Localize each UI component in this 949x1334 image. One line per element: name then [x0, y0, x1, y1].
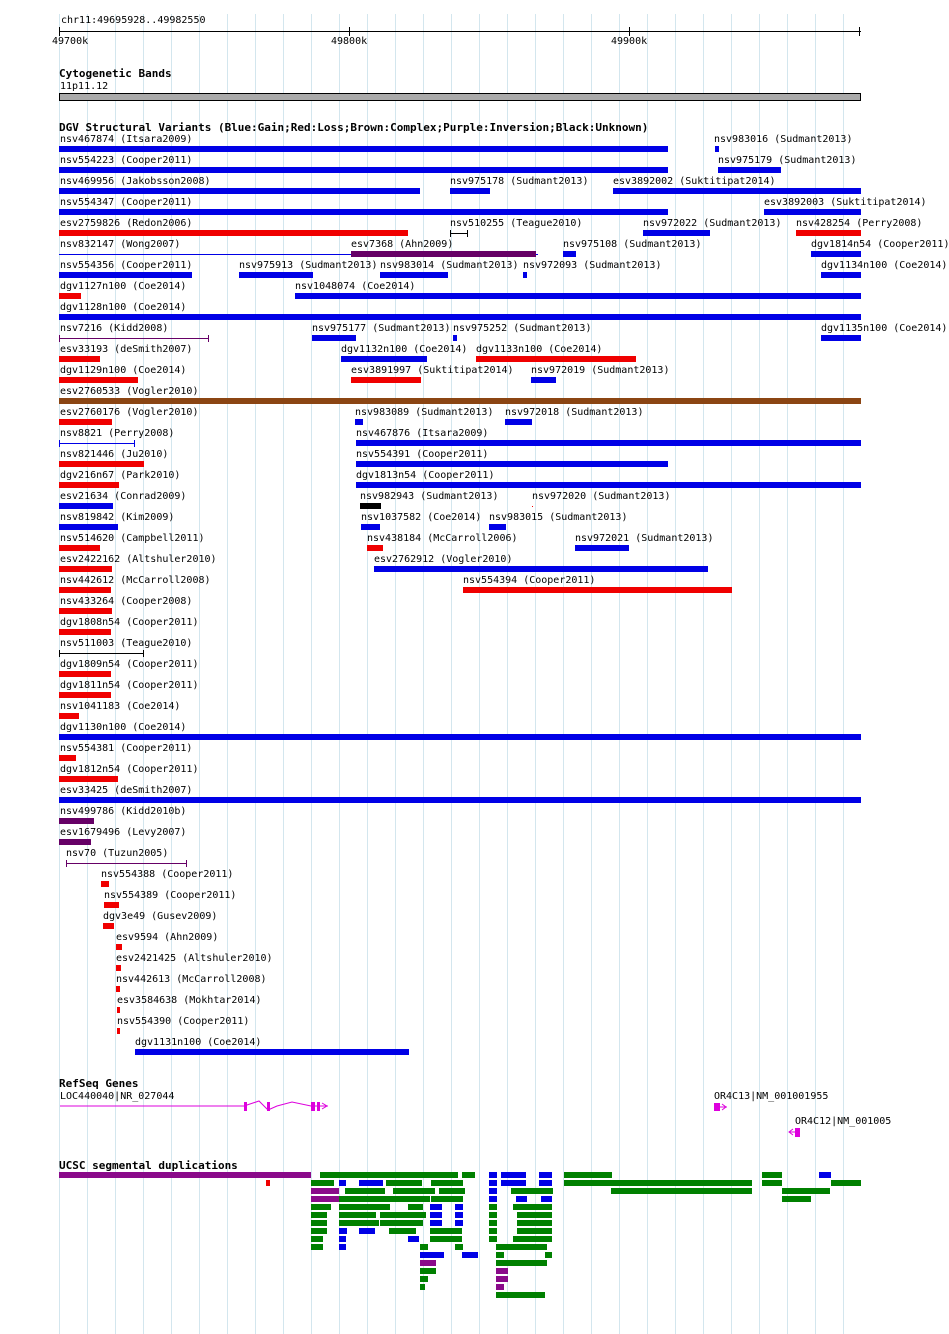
segdup-feature[interactable] — [539, 1180, 552, 1186]
sv-label[interactable]: dgv1129n100 (Coe2014) — [60, 365, 187, 376]
sv-label[interactable]: nsv983089 (Sudmant2013) — [355, 407, 494, 418]
sv-label[interactable]: nsv554388 (Cooper2011) — [101, 869, 234, 880]
segdup-feature[interactable] — [489, 1180, 497, 1186]
segdup-feature[interactable] — [496, 1260, 547, 1266]
sv-label[interactable]: nsv832147 (Wong2007) — [60, 239, 181, 250]
segdup-feature[interactable] — [831, 1180, 861, 1186]
segdup-feature[interactable] — [311, 1204, 331, 1210]
segdup-feature[interactable] — [489, 1220, 497, 1226]
sv-label[interactable]: nsv428254 (Perry2008) — [796, 218, 923, 229]
sv-label[interactable]: nsv1041183 (Coe2014) — [60, 701, 181, 712]
sv-label[interactable]: nsv554223 (Cooper2011) — [60, 155, 193, 166]
sv-label[interactable]: dgv1128n100 (Coe2014) — [60, 302, 187, 313]
segdup-feature[interactable] — [462, 1252, 478, 1258]
segdup-feature[interactable] — [431, 1180, 463, 1186]
segdup-feature[interactable] — [420, 1284, 425, 1290]
sv-label[interactable]: dgv1134n100 (Coe2014) — [821, 260, 948, 271]
sv-label[interactable]: esv3892003 (Suktitipat2014) — [764, 197, 927, 208]
sv-label[interactable]: nsv983014 (Sudmant2013) — [380, 260, 519, 271]
ruler-tick-label: 49700k — [52, 36, 89, 47]
sv-label[interactable]: nsv554394 (Cooper2011) — [463, 575, 596, 586]
segdup-feature[interactable] — [501, 1172, 526, 1178]
sv-label[interactable]: dgv1131n100 (Coe2014) — [135, 1037, 262, 1048]
segdup-feature[interactable] — [311, 1196, 339, 1202]
segdup-feature[interactable] — [430, 1220, 442, 1226]
segdup-feature[interactable] — [501, 1180, 526, 1186]
sv-label[interactable]: nsv433264 (Cooper2008) — [60, 596, 193, 607]
sv-label[interactable]: nsv554389 (Cooper2011) — [104, 890, 237, 901]
sv-label[interactable]: nsv972019 (Sudmant2013) — [531, 365, 670, 376]
segdup-feature[interactable] — [439, 1188, 465, 1194]
segdup-feature[interactable] — [517, 1212, 552, 1218]
segdup-feature[interactable] — [320, 1172, 458, 1178]
sv-label[interactable]: nsv438184 (McCarroll2006) — [367, 533, 518, 544]
sv-label[interactable]: nsv467874 (Itsara2009) — [60, 134, 193, 145]
sv-label[interactable]: nsv975179 (Sudmant2013) — [718, 155, 857, 166]
sv-label[interactable]: nsv442613 (McCarroll2008) — [116, 974, 267, 985]
segdup-feature[interactable] — [782, 1196, 811, 1202]
sv-label[interactable]: nsv1048074 (Coe2014) — [295, 281, 416, 292]
segdup-feature[interactable] — [489, 1172, 497, 1178]
segdup-feature[interactable] — [455, 1244, 463, 1250]
sv-label[interactable]: dgv1808n54 (Cooper2011) — [60, 617, 199, 628]
sv-label[interactable]: esv2762912 (Vogler2010) — [374, 554, 513, 565]
sv-label[interactable]: nsv467876 (Itsara2009) — [356, 428, 489, 439]
segdup-feature[interactable] — [516, 1196, 527, 1202]
sv-label[interactable]: nsv972022 (Sudmant2013) — [643, 218, 782, 229]
sv-label[interactable]: dgv1811n54 (Cooper2011) — [60, 680, 199, 691]
segdup-track-title[interactable]: UCSC segmental duplications — [59, 1159, 238, 1172]
sv-label[interactable]: esv2760176 (Vogler2010) — [60, 407, 199, 418]
segdup-feature[interactable] — [420, 1268, 436, 1274]
segdup-feature[interactable] — [266, 1180, 270, 1186]
segdup-feature[interactable] — [564, 1180, 752, 1186]
gene-label[interactable]: LOC440040|NR_027044 — [60, 1091, 175, 1102]
segdup-feature[interactable] — [408, 1236, 419, 1242]
segdup-feature[interactable] — [59, 1172, 311, 1178]
segdup-feature[interactable] — [430, 1228, 462, 1234]
segdup-feature[interactable] — [496, 1276, 508, 1282]
segdup-feature[interactable] — [517, 1228, 552, 1234]
sv-label[interactable]: nsv469956 (Jakobsson2008) — [60, 176, 211, 187]
sv-label[interactable]: nsv972020 (Sudmant2013) — [532, 491, 671, 502]
segdup-feature[interactable] — [339, 1220, 379, 1226]
sv-label[interactable]: dgv1130n100 (Coe2014) — [60, 722, 187, 733]
ruler-tick-label: 49800k — [331, 36, 368, 47]
segdup-feature[interactable] — [564, 1172, 612, 1178]
segdup-feature[interactable] — [393, 1188, 435, 1194]
sv-label[interactable]: esv2421425 (Altshuler2010) — [116, 953, 273, 964]
cytoband-label: 11p11.12 — [60, 81, 109, 92]
segdup-feature[interactable] — [339, 1212, 376, 1218]
segdup-feature[interactable] — [311, 1228, 327, 1234]
sv-label[interactable]: nsv499786 (Kidd2010b) — [60, 806, 187, 817]
segdup-feature[interactable] — [311, 1212, 327, 1218]
sv-label[interactable]: esv1679496 (Levy2007) — [60, 827, 187, 838]
sv-label[interactable]: nsv972093 (Sudmant2013) — [523, 260, 662, 271]
sv-label[interactable]: nsv975252 (Sudmant2013) — [453, 323, 592, 334]
segdup-feature[interactable] — [513, 1236, 552, 1242]
cytoband-track-title[interactable]: Cytogenetic Bands — [59, 67, 172, 80]
segdup-feature[interactable] — [311, 1180, 334, 1186]
sv-label[interactable]: dgv1814n54 (Cooper2011) — [811, 239, 949, 250]
segdup-feature[interactable] — [359, 1180, 383, 1186]
segdup-feature[interactable] — [430, 1236, 462, 1242]
segdup-feature[interactable] — [762, 1180, 782, 1186]
sv-label[interactable]: nsv819842 (Kim2009) — [60, 512, 175, 523]
gene-label[interactable]: OR4C13|NM_001001955 — [714, 1091, 829, 1102]
sv-label[interactable]: nsv972021 (Sudmant2013) — [575, 533, 714, 544]
sv-label[interactable]: esv2759826 (Redon2006) — [60, 218, 193, 229]
sv-label[interactable]: nsv511003 (Teague2010) — [60, 638, 193, 649]
sv-label[interactable]: nsv554390 (Cooper2011) — [117, 1016, 250, 1027]
sv-label[interactable]: nsv975108 (Sudmant2013) — [563, 239, 702, 250]
segdup-feature[interactable] — [782, 1188, 830, 1194]
segdup-feature[interactable] — [420, 1260, 436, 1266]
sv-label[interactable]: dgv1127n100 (Coe2014) — [60, 281, 187, 292]
segdup-feature[interactable] — [511, 1188, 553, 1194]
segdup-feature[interactable] — [489, 1212, 497, 1218]
segdup-feature[interactable] — [431, 1196, 463, 1202]
gene-label[interactable]: OR4C12|NM_001005 — [795, 1116, 892, 1127]
segdup-feature[interactable] — [462, 1172, 475, 1178]
segdup-feature[interactable] — [489, 1228, 497, 1234]
sv-label[interactable]: nsv70 (Tuzun2005) — [66, 848, 169, 859]
segdup-feature[interactable] — [311, 1236, 323, 1242]
segdup-feature[interactable] — [339, 1228, 347, 1234]
segdup-feature[interactable] — [389, 1228, 416, 1234]
segdup-feature[interactable] — [762, 1172, 782, 1178]
ruler-tick-label: 49900k — [611, 36, 648, 47]
sv-label[interactable]: nsv975913 (Sudmant2013) — [239, 260, 378, 271]
sv-label[interactable]: esv3891997 (Suktitipat2014) — [351, 365, 514, 376]
segdup-feature[interactable] — [408, 1204, 423, 1210]
sv-label[interactable]: nsv7216 (Kidd2008) — [60, 323, 169, 334]
segdup-feature[interactable] — [339, 1180, 346, 1186]
sv-label[interactable]: dgv3e49 (Gusev2009) — [103, 911, 218, 922]
segdup-feature[interactable] — [430, 1204, 442, 1210]
sv-label[interactable]: nsv554356 (Cooper2011) — [60, 260, 193, 271]
segdup-feature[interactable] — [496, 1284, 504, 1290]
segdup-feature[interactable] — [420, 1252, 444, 1258]
sv-label[interactable]: dgv1133n100 (Coe2014) — [476, 344, 603, 355]
segdup-feature[interactable] — [611, 1188, 752, 1194]
sv-label[interactable]: dgv1135n100 (Coe2014) — [821, 323, 948, 334]
sv-label[interactable]: dgv1132n100 (Coe2014) — [341, 344, 468, 355]
segdup-feature[interactable] — [345, 1188, 385, 1194]
sv-label[interactable]: esv2422162 (Altshuler2010) — [60, 554, 217, 565]
sv-label[interactable]: nsv972018 (Sudmant2013) — [505, 407, 644, 418]
sv-label[interactable]: dgv1809n54 (Cooper2011) — [60, 659, 199, 670]
sv-label[interactable]: nsv975177 (Sudmant2013) — [312, 323, 451, 334]
segdup-feature[interactable] — [455, 1204, 463, 1210]
sv-label[interactable]: esv3584638 (Mokhtar2014) — [117, 995, 262, 1006]
segdup-feature[interactable] — [496, 1252, 504, 1258]
segdup-feature[interactable] — [380, 1220, 423, 1226]
segdup-feature[interactable] — [489, 1236, 497, 1242]
segdup-feature[interactable] — [430, 1212, 442, 1218]
sv-label[interactable]: nsv1037582 (Coe2014) — [361, 512, 482, 523]
segdup-feature[interactable] — [489, 1188, 497, 1194]
segdup-feature[interactable] — [311, 1244, 323, 1250]
segdup-feature[interactable] — [513, 1204, 552, 1210]
segdup-feature[interactable] — [496, 1268, 508, 1274]
sv-label[interactable]: dgv1813n54 (Cooper2011) — [356, 470, 495, 481]
dgv-track-title[interactable]: DGV Structural Variants (Blue:Gain;Red:Loss;Brown:Complex;Purple:Inversion;Black:Unknown) — [59, 121, 649, 134]
segdup-feature[interactable] — [359, 1228, 375, 1234]
segdup-feature[interactable] — [545, 1252, 552, 1258]
sv-label[interactable]: dgv216n67 (Park2010) — [60, 470, 181, 481]
segdup-feature[interactable] — [339, 1236, 346, 1242]
segdup-feature[interactable] — [541, 1196, 552, 1202]
segdup-feature[interactable] — [539, 1172, 552, 1178]
segdup-feature[interactable] — [489, 1204, 497, 1210]
segdup-feature[interactable] — [311, 1188, 339, 1194]
sv-label[interactable]: nsv554381 (Cooper2011) — [60, 743, 193, 754]
segdup-feature[interactable] — [496, 1292, 545, 1298]
sv-label[interactable]: nsv442612 (McCarroll2008) — [60, 575, 211, 586]
sv-label[interactable]: esv7368 (Ahn2009) — [351, 239, 454, 250]
segdup-feature[interactable] — [380, 1212, 426, 1218]
sv-label[interactable]: nsv514620 (Campbell2011) — [60, 533, 205, 544]
sv-label[interactable]: esv33425 (deSmith2007) — [60, 785, 193, 796]
sv-label[interactable]: esv9594 (Ahn2009) — [116, 932, 219, 943]
segdup-feature[interactable] — [420, 1244, 428, 1250]
segdup-feature[interactable] — [455, 1220, 463, 1226]
ruler-range: chr11:49695928..49982550 — [61, 15, 206, 26]
sv-label[interactable]: nsv982943 (Sudmant2013) — [360, 491, 499, 502]
segdup-feature[interactable] — [339, 1196, 430, 1202]
segdup-feature[interactable] — [420, 1276, 428, 1282]
sv-label[interactable]: esv2760533 (Vogler2010) — [60, 386, 199, 397]
sv-label[interactable]: nsv554347 (Cooper2011) — [60, 197, 193, 208]
segdup-feature[interactable] — [496, 1244, 547, 1250]
segdup-feature[interactable] — [819, 1172, 831, 1178]
segdup-feature[interactable] — [339, 1244, 346, 1250]
sv-label[interactable]: nsv510255 (Teague2010) — [450, 218, 583, 229]
sv-label[interactable]: nsv821446 (Ju2010) — [60, 449, 169, 460]
segdup-feature[interactable] — [489, 1196, 497, 1202]
sv-label[interactable]: nsv554391 (Cooper2011) — [356, 449, 489, 460]
sv-label[interactable]: nsv8821 (Perry2008) — [60, 428, 175, 439]
refseq-track-title[interactable]: RefSeq Genes — [59, 1077, 139, 1090]
segdup-feature[interactable] — [455, 1212, 463, 1218]
segdup-feature[interactable] — [517, 1220, 552, 1226]
sv-label[interactable]: esv3892002 (Suktitipat2014) — [613, 176, 776, 187]
sv-label[interactable]: nsv983016 (Sudmant2013) — [714, 134, 853, 145]
sv-label[interactable]: esv33193 (deSmith2007) — [60, 344, 193, 355]
sv-label[interactable]: nsv975178 (Sudmant2013) — [450, 176, 589, 187]
segdup-feature[interactable] — [339, 1204, 390, 1210]
segdup-feature[interactable] — [386, 1180, 422, 1186]
sv-label[interactable]: dgv1812n54 (Cooper2011) — [60, 764, 199, 775]
sv-label[interactable]: esv21634 (Conrad2009) — [60, 491, 187, 502]
sv-label[interactable]: nsv983015 (Sudmant2013) — [489, 512, 628, 523]
segdup-feature[interactable] — [311, 1220, 327, 1226]
